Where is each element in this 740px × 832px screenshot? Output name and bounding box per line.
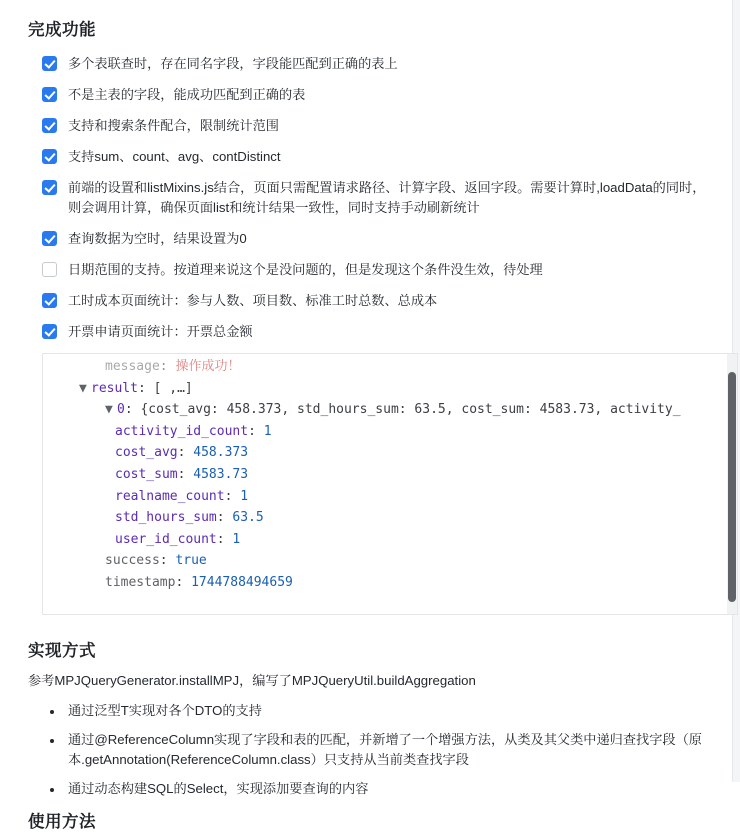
console-separator: : [216, 510, 233, 526]
console-key: message [105, 359, 160, 374]
checklist-item-label: 不是主表的字段，能成功匹配到正确的表 [68, 87, 306, 102]
console-separator: : [216, 531, 233, 547]
checklist-item-label: 开票申请页面统计：开票总金额 [68, 324, 253, 339]
console-line [53, 507, 723, 529]
console-line [53, 529, 723, 551]
console-separator: : [177, 466, 194, 482]
console-output-panel [42, 353, 738, 615]
expand-triangle-icon[interactable]: ▼ [105, 402, 113, 418]
console-value: true [175, 553, 207, 569]
console-value: 1744788494659 [191, 574, 293, 590]
console-line [53, 572, 723, 594]
checklist-item[interactable] [42, 147, 714, 167]
console-key: user_id_count [115, 531, 217, 547]
console-value: 63.5 [232, 510, 264, 526]
console-key: 0 [117, 402, 125, 418]
checklist-item-label: 支持sum、count、avg、contDistinct [68, 149, 281, 164]
console-separator: : [224, 488, 241, 504]
checklist-item[interactable] [42, 260, 714, 280]
implementation-bullet: • 通过动态构建SQL的Select，实现添加要查询的内容 [64, 779, 714, 799]
implementation-bullet: • 通过@ReferenceColumn实现了字段和表的匹配，并新增了一个增强方法，从类及其父类中递归查找字段（原本.getAnnotation(ReferenceColumn.class）只支持从当前类查找字段 [64, 730, 714, 770]
console-key: timestamp [105, 574, 176, 590]
checkbox-checked-icon[interactable] [42, 180, 57, 195]
console-line [53, 421, 723, 443]
page-title-implementation: 实现方式 [28, 642, 96, 660]
console-key: realname_count [115, 488, 225, 504]
console-separator: : [248, 423, 264, 439]
console-separator: : [137, 380, 154, 396]
checkbox-unchecked-icon[interactable] [42, 262, 57, 277]
console-line [53, 356, 723, 378]
console-value: 1 [232, 531, 241, 547]
checklist-item-label: 前端的设置和listMixins.js结合，页面只需配置请求路径、计算字段、返回字段。需要计算时,loadData的同时，则会调用计算，确保页面list和统计结果一致性，同时支持手动刷新统计 [68, 180, 706, 215]
checklist-item-label: 工时成本页面统计：参与人数、项目数、标准工时总数、总成本 [68, 293, 438, 308]
console-key: cost_avg [115, 445, 178, 461]
page-title-completed: 完成功能 [28, 21, 96, 39]
console-value: 1 [263, 423, 272, 439]
checklist-item-label: 多个表联查时，存在同名字段，字段能匹配到正确的表上 [68, 56, 398, 71]
console-key: activity_id_count [115, 423, 249, 439]
checkbox-checked-icon[interactable] [42, 149, 57, 164]
console-key: success [105, 553, 160, 569]
console-line [53, 399, 723, 421]
checkbox-checked-icon[interactable] [42, 231, 57, 246]
checklist-item-label: 日期范围的支持。按道理来说这个是没问题的，但是发现这个条件没生效，待处理 [68, 262, 543, 277]
console-separator: : [159, 553, 176, 569]
console-value: {cost_avg: 458.373, std_hours_sum: 63.5, cost_sum: 4583.73, activity_ [140, 402, 681, 418]
console-line [53, 464, 723, 486]
console-scrollbar-track[interactable] [727, 354, 737, 614]
checklist-item[interactable] [42, 322, 714, 342]
checkbox-checked-icon[interactable] [42, 87, 57, 102]
checklist-item[interactable] [42, 54, 714, 74]
console-value: 4583.73 [193, 466, 249, 482]
checkbox-checked-icon[interactable] [42, 56, 57, 71]
console-value: 458.373 [193, 445, 249, 461]
checklist-item[interactable] [42, 116, 714, 136]
console-key: std_hours_sum [115, 510, 217, 526]
implementation-intro: 参考MPJQueryGenerator.installMPJ，编写了MPJQueryUtil.buildAggregation [28, 673, 476, 688]
checkbox-checked-icon[interactable] [42, 293, 57, 308]
console-line [53, 550, 723, 572]
console-value: 1 [240, 488, 249, 504]
console-separator: : [175, 574, 192, 590]
checklist-item-label: 支持和搜索条件配合，限制统计范围 [68, 118, 279, 133]
checkbox-checked-icon[interactable] [42, 118, 57, 133]
completed-checklist [42, 54, 714, 342]
checklist-item[interactable] [42, 85, 714, 105]
implementation-bullets [28, 701, 714, 799]
console-separator: : [159, 359, 176, 374]
console-separator: : [177, 445, 194, 461]
checklist-item[interactable] [42, 229, 714, 249]
console-line [53, 486, 723, 508]
console-line [53, 442, 723, 464]
console-key: cost_sum [115, 466, 178, 482]
page-title-usage: 使用方法 [28, 813, 96, 831]
console-line [53, 378, 723, 400]
console-scrollbar-thumb[interactable] [728, 372, 736, 602]
console-lines [43, 354, 723, 594]
console-key: result [91, 380, 138, 396]
checkbox-checked-icon[interactable] [42, 324, 57, 339]
checklist-item[interactable] [42, 178, 714, 218]
implementation-bullet: • 通过泛型T实现对各个DTO的支持 [64, 701, 714, 721]
console-value: 操作成功！ [175, 359, 241, 374]
checklist-item-label: 查询数据为空时，结果设置为0 [68, 231, 247, 246]
checklist-item[interactable] [42, 291, 714, 311]
console-value: [ ,…] [153, 380, 193, 396]
console-separator: : [124, 402, 141, 418]
expand-triangle-icon[interactable]: ▼ [79, 380, 87, 396]
